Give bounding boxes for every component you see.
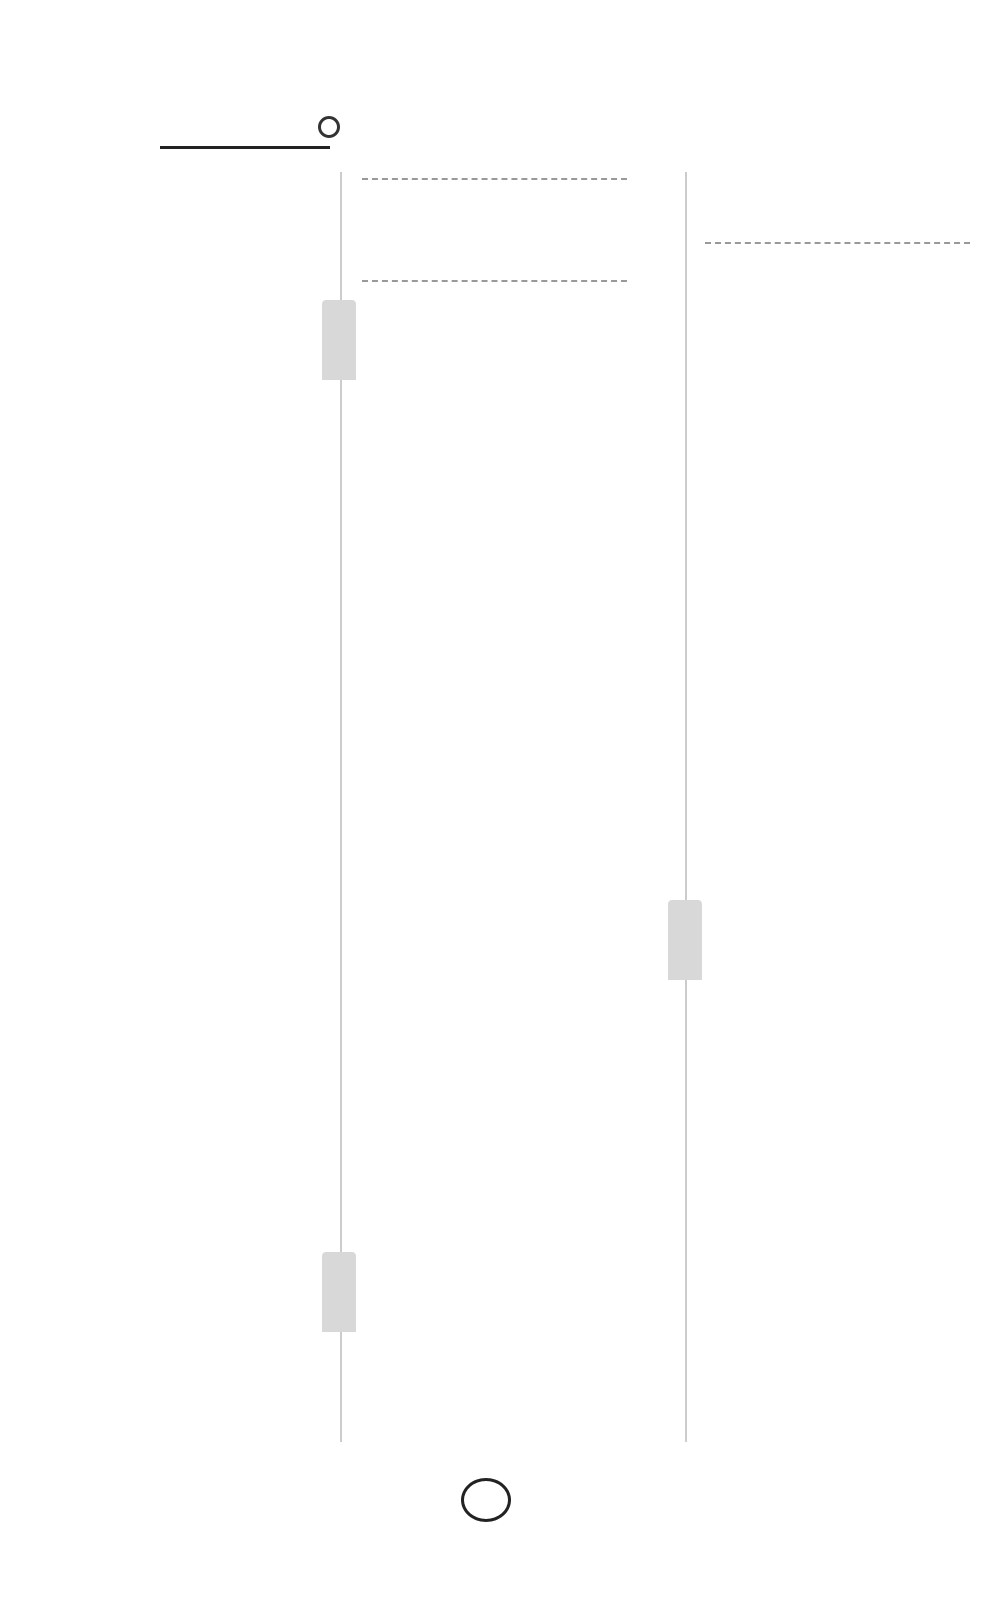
section-divider [362,280,627,282]
clock-icon [318,116,340,138]
section-divider [362,178,627,180]
tab-wednesday [668,900,702,980]
banner-underline [160,146,330,149]
column-left [14,172,278,265]
column-right [705,172,970,317]
tab-monday [322,300,356,380]
page-number [453,1478,513,1528]
answer-4 [14,234,278,265]
answer-3 [14,203,278,234]
monday-answer-2 [362,241,627,272]
column-middle [362,172,627,316]
banner [0,98,340,142]
column-divider [685,172,687,1442]
tab-tuesday [322,1252,356,1332]
section-divider [705,242,970,244]
tuesday-answer-2 [705,203,970,234]
monday-answer-1 [362,210,627,241]
wednesday-answer-1 [705,286,970,317]
tuesday-answer-1 [705,172,970,203]
page-number-circle [461,1478,511,1522]
answer-2 [14,172,278,203]
